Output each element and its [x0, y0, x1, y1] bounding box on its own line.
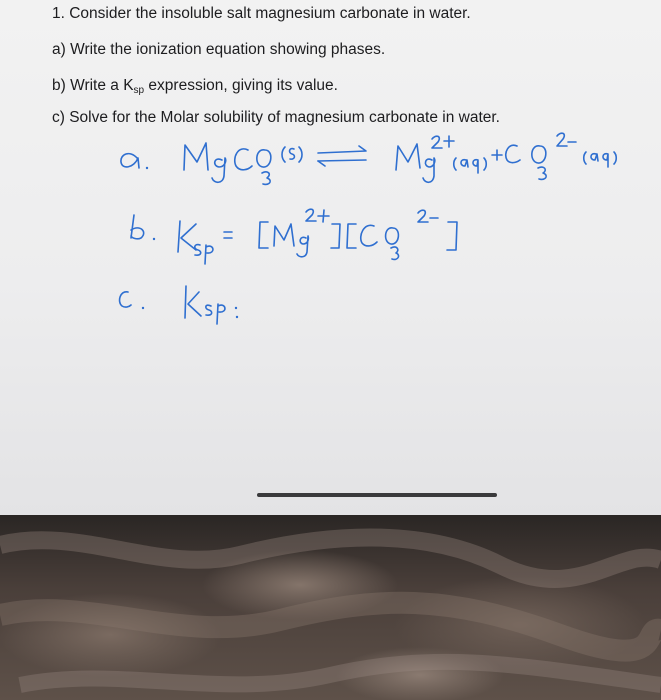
question-1-text: 1. Consider the insoluble salt magnesium carbonate in water.: [52, 5, 471, 22]
part-a-text: a) Write the ionization equation showing phases.: [52, 41, 386, 58]
handwriting-line-b: [131, 209, 457, 264]
part-c-text: c) Solve for the Molar solubility of magnesium carbonate in water.: [52, 109, 500, 126]
handwriting-line-a: [121, 133, 616, 184]
blanket-texture: [0, 515, 661, 700]
part-b-subscript: sp: [133, 85, 145, 96]
handwriting-line-c: [120, 286, 239, 324]
home-indicator: [257, 493, 497, 497]
part-b-prefix: b) Write a K: [52, 77, 134, 94]
part-b-suffix: expression, giving its value.: [144, 77, 338, 94]
background-blanket-photo: [0, 515, 661, 700]
